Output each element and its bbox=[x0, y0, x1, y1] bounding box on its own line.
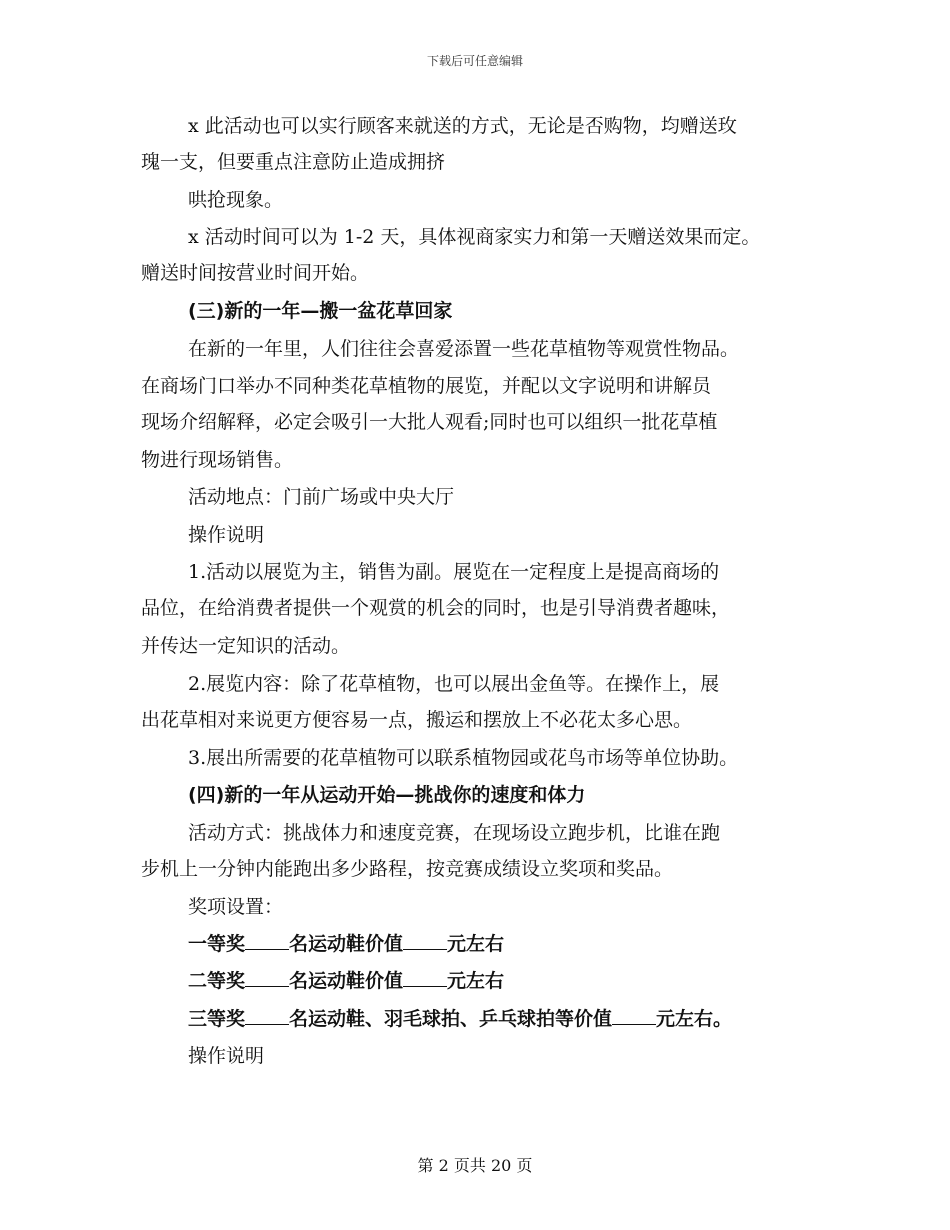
paragraph-line: 在商场门口举办不同种类花草植物的展览，并配以文字说明和讲解员 bbox=[141, 375, 712, 397]
prize-line-second bbox=[188, 968, 504, 994]
paragraph-line: 物进行现场销售。 bbox=[141, 449, 294, 471]
prize-line-third bbox=[188, 1006, 732, 1032]
fill-blank bbox=[403, 968, 447, 987]
paragraph-line: 并传达一定知识的活动。 bbox=[141, 635, 351, 657]
paragraph-line: 2.展览内容：除了花草植物，也可以展出金鱼等。在操作上，展 bbox=[188, 673, 720, 695]
fill-blank bbox=[612, 1006, 656, 1025]
fill-blank bbox=[403, 931, 447, 950]
paragraph-line: 瑰一支，但要重点注意防止造成拥挤 bbox=[141, 151, 446, 173]
page-header: 下载后可任意编辑 bbox=[426, 54, 523, 68]
paragraph-line: 操作说明 bbox=[188, 1045, 265, 1067]
paragraph-line: 现场介绍解释，必定会吸引一大批人观看;同时也可以组织一批花草植 bbox=[141, 411, 718, 433]
fill-blank bbox=[245, 968, 289, 987]
prize-label: 一等奖 bbox=[188, 933, 246, 955]
paragraph-line: 品位，在给消费者提供一个观赏的机会的同时，也是引导消费者趣味， bbox=[141, 597, 731, 619]
fill-blank bbox=[245, 931, 289, 950]
paragraph-line: 奖项设置： bbox=[188, 896, 284, 918]
prize-label: 三等奖 bbox=[188, 1008, 246, 1030]
paragraph-line: 活动方式：挑战体力和速度竞赛，在现场设立跑步机，比谁在跑 bbox=[188, 822, 721, 844]
section-heading: (三)新的一年—搬一盆花草回家 bbox=[188, 300, 453, 322]
paragraph-line: x 活动时间可以为 1-2 天，具体视商家实力和第一天赠送效果而定。 bbox=[188, 226, 761, 248]
prize-text: 元左右 bbox=[447, 970, 505, 992]
prize-label: 二等奖 bbox=[188, 970, 246, 992]
paragraph-line: x 此活动也可以实行顾客来就送的方式，无论是否购物，均赠送玫 bbox=[188, 115, 737, 137]
prize-text: 名运动鞋价值 bbox=[289, 933, 404, 955]
paragraph-line: 哄抢现象。 bbox=[188, 189, 284, 211]
paragraph-line: 活动地点：门前广场或中央大厅 bbox=[188, 486, 455, 508]
page-footer: 第 2 页共 20 页 bbox=[417, 1156, 533, 1175]
section-heading: (四)新的一年从运动开始—挑战你的速度和体力 bbox=[188, 784, 586, 806]
paragraph-line: 操作说明 bbox=[188, 524, 265, 546]
fill-blank bbox=[245, 1006, 289, 1025]
prize-line-first bbox=[188, 931, 504, 957]
prize-text: 名运动鞋、羽毛球拍、乒乓球拍等价值 bbox=[289, 1008, 613, 1030]
paragraph-line: 步机上一分钟内能跑出多少路程，按竞赛成绩设立奖项和奖品。 bbox=[141, 858, 674, 880]
paragraph-line: 赠送时间按营业时间开始。 bbox=[141, 262, 370, 284]
paragraph-line: 3.展出所需要的花草植物可以联系植物园或花鸟市场等单位协助。 bbox=[188, 747, 739, 769]
prize-text: 元左右 bbox=[447, 933, 505, 955]
prize-text: 名运动鞋价值 bbox=[289, 970, 404, 992]
paragraph-line: 1.活动以展览为主，销售为副。展览在一定程度上是提高商场的 bbox=[188, 561, 720, 583]
paragraph-line: 出花草相对来说更方便容易一点，搬运和摆放上不必花太多心思。 bbox=[141, 709, 693, 731]
prize-text: 元左右。 bbox=[656, 1008, 733, 1030]
paragraph-line: 在新的一年里，人们往往会喜爱添置一些花草植物等观赏性物品。 bbox=[188, 338, 740, 360]
